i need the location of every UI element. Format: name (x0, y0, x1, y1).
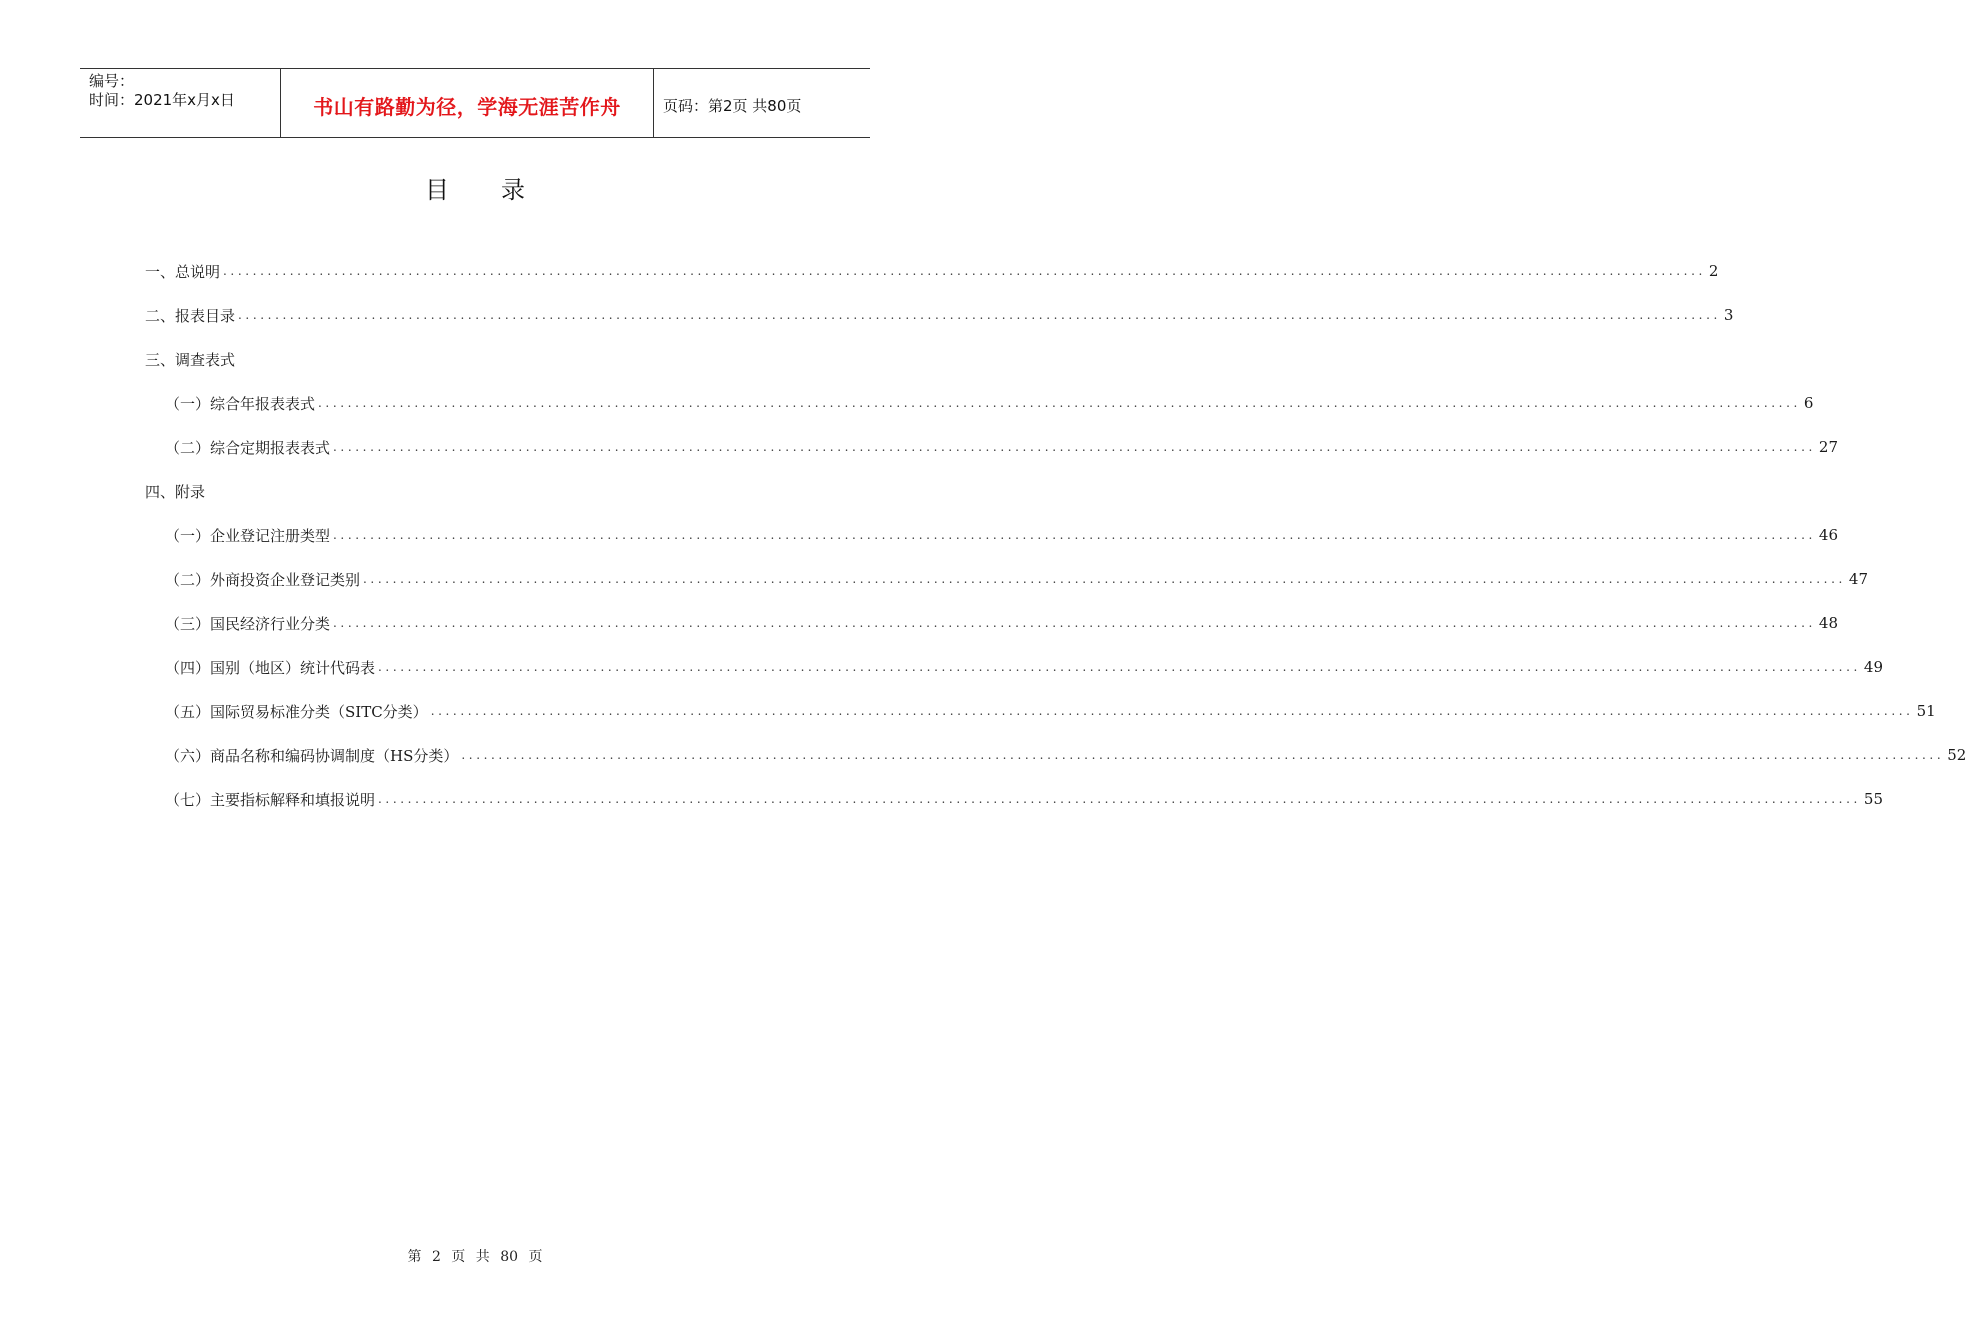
page-footer: 第 2 页 共 80 页 (407, 1249, 543, 1265)
toc-dot-leader: ........................................................................................................................................................................................................ (333, 440, 1816, 454)
toc-dot-leader: ........................................................................................................................................................................................................ (378, 792, 1861, 806)
toc-entry[interactable] (145, 302, 1734, 328)
toc-entry-label: （七）主要指标解释和填报说明 (165, 790, 376, 809)
time-label: 时间：2021年x月x日 (89, 91, 235, 109)
toc-entry-page: 3 (1723, 306, 1734, 324)
toc-entry[interactable] (145, 258, 1719, 284)
toc-entry-page: 2 (1708, 262, 1719, 280)
toc-entry[interactable] (145, 434, 1838, 460)
header-meta (80, 69, 281, 137)
toc-entry[interactable] (145, 610, 1838, 636)
toc-entry-page: 6 (1803, 394, 1814, 412)
toc-entry-label: 三、调查表式 (145, 350, 236, 369)
toc-dot-leader: ........................................................................................................................................................................................................ (223, 264, 1706, 278)
toc-entry[interactable] (145, 654, 1883, 680)
toc-entry-label: 二、报表目录 (145, 306, 236, 325)
toc-entry[interactable] (145, 786, 1883, 812)
toc-entry-page: 46 (1818, 526, 1838, 544)
toc-entry-page: 48 (1818, 614, 1838, 632)
header-motto: 书山有路勤为径，学海无涯苦作舟 (281, 69, 654, 137)
toc-entry-label: （三）国民经济行业分类 (165, 614, 331, 633)
page-title: 目录 (425, 176, 577, 204)
toc-entry[interactable] (145, 390, 1814, 416)
toc-entry-label: （二）综合定期报表表式 (165, 438, 331, 457)
toc-entry-page: 51 (1916, 702, 1936, 720)
toc-dot-leader: ........................................................................................................................................................................................................ (333, 528, 1816, 542)
toc-entry-label: 四、附录 (145, 482, 206, 501)
serial-label: 编号： (89, 72, 135, 90)
toc-dot-leader: ........................................................................................................................................................................................................ (430, 704, 1914, 718)
toc-entry-label: （六）商品名称和编码协调制度（HS分类） (165, 746, 459, 765)
toc-entry-page: 55 (1863, 790, 1883, 808)
toc-entry-label: （五）国际贸易标准分类（SITC分类） (165, 702, 428, 721)
toc-entry[interactable] (145, 698, 1936, 724)
toc-entry-page: 49 (1863, 658, 1883, 676)
toc-entry-label: （一）综合年报表表式 (165, 394, 316, 413)
toc-dot-leader: ........................................................................................................................................................................................................ (238, 308, 1721, 322)
toc-entry-page: 52 (1947, 746, 1966, 764)
toc-dot-leader: ........................................................................................................................................................................................................ (378, 660, 1861, 674)
toc-entry-page: 47 (1848, 570, 1868, 588)
toc-entry-label: 一、总说明 (145, 262, 221, 281)
toc-entry-label: （一）企业登记注册类型 (165, 526, 331, 545)
toc-entry[interactable] (145, 742, 1966, 768)
header-page-info: 页码：第2页 共80页 (663, 96, 802, 115)
toc-entry[interactable] (145, 346, 893, 372)
toc-dot-leader: ........................................................................................................................................................................................................ (333, 616, 1816, 630)
page-header (80, 68, 870, 138)
toc-dot-leader: ........................................................................................................................................................................................................ (318, 396, 1801, 410)
toc-entry[interactable] (145, 522, 1838, 548)
toc-entry-label: （四）国别（地区）统计代码表 (165, 658, 376, 677)
toc-dot-leader: ........................................................................................................................................................................................................ (363, 572, 1846, 586)
toc-entry[interactable] (145, 478, 893, 504)
toc-entry[interactable] (145, 566, 1868, 592)
toc-dot-leader: ........................................................................................................................................................................................................ (461, 748, 1945, 762)
toc-entry-page: 27 (1818, 438, 1838, 456)
toc-entry-label: （二）外商投资企业登记类别 (165, 570, 361, 589)
